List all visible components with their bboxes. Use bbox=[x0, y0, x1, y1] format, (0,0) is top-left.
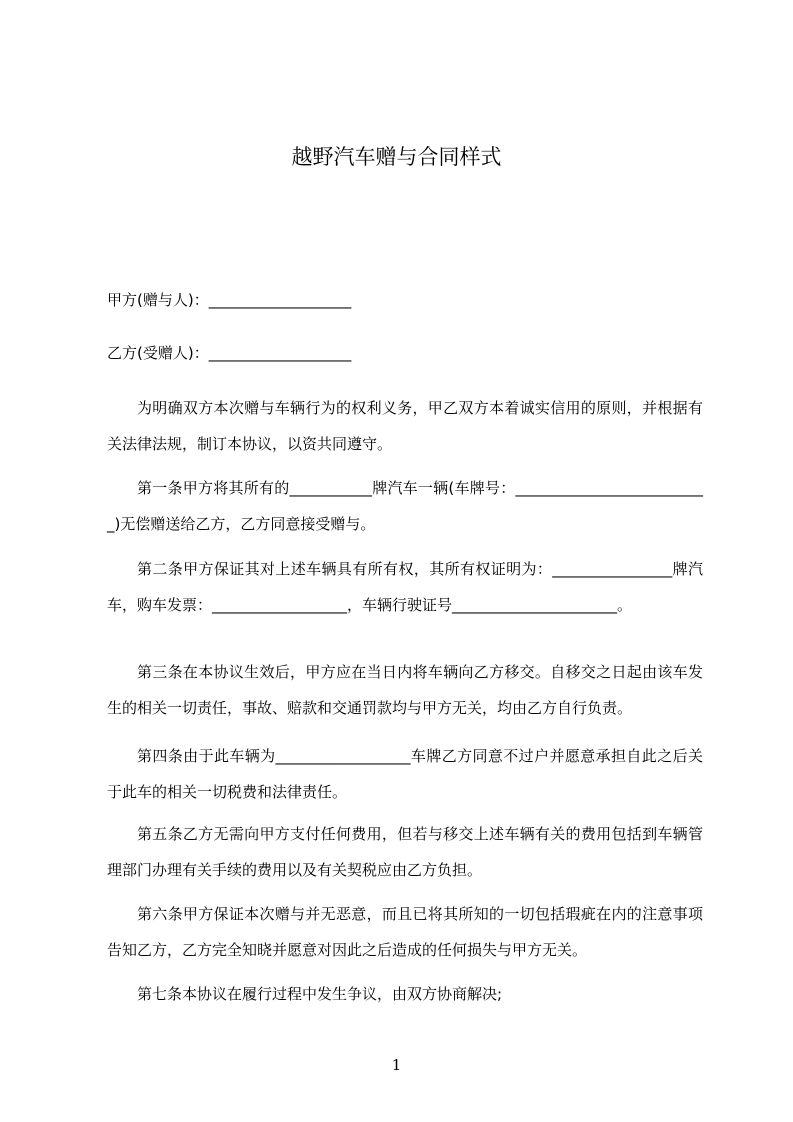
article-6: 第六条甲方保证本次赠与并无恶意，而且已将其所知的一切包括瑕疵在内的注意事项告知乙方，乙方完全知晓并愿意对因此之后造成的任何损失与甲方无关。 bbox=[107, 905, 703, 959]
document-title: 越野汽车赠与合同样式 bbox=[291, 145, 502, 169]
party-b-line: 乙方(受赠人)：___________________ bbox=[107, 344, 352, 362]
article-2: 第二条甲方保证其对上述车辆具有所有权，其所有权证明为：________________牌汽车，购车发票：__________________，车辆行驶证号______________________。 bbox=[107, 560, 703, 614]
article-4: 第四条由于此车辆为__________________车牌乙方同意不过户并愿意承担自此之后关于此车的相关一切税费和法律责任。 bbox=[107, 747, 703, 801]
intro-paragraph: 为明确双方本次赠与车辆行为的权利义务，甲乙双方本着诚实信用的原则，并根据有关法律法规，制订本协议，以资共同遵守。 bbox=[107, 399, 703, 453]
article-1: 第一条甲方将其所有的___________牌汽车一辆(车牌号：__________________________)无偿赠送给乙方，乙方同意接受赠与。 bbox=[107, 479, 703, 533]
article-5: 第五条乙方无需向甲方支付任何费用，但若与移交上述车辆有关的费用包括到车辆管理部门办理有关手续的费用以及有关契税应由乙方负担。 bbox=[107, 825, 703, 879]
article-3: 第三条在本协议生效后，甲方应在当日内将车辆向乙方移交。自移交之日起由该车发生的相关一切责任，事故、赔款和交通罚款均与甲方无关，均由乙方自行负责。 bbox=[107, 663, 703, 717]
article-7: 第七条本协议在履行过程中发生争议，由双方协商解决; bbox=[137, 985, 503, 1003]
party-a-line: 甲方(赠与人)：___________________ bbox=[107, 291, 352, 309]
page-number: 1 bbox=[391, 1056, 402, 1074]
